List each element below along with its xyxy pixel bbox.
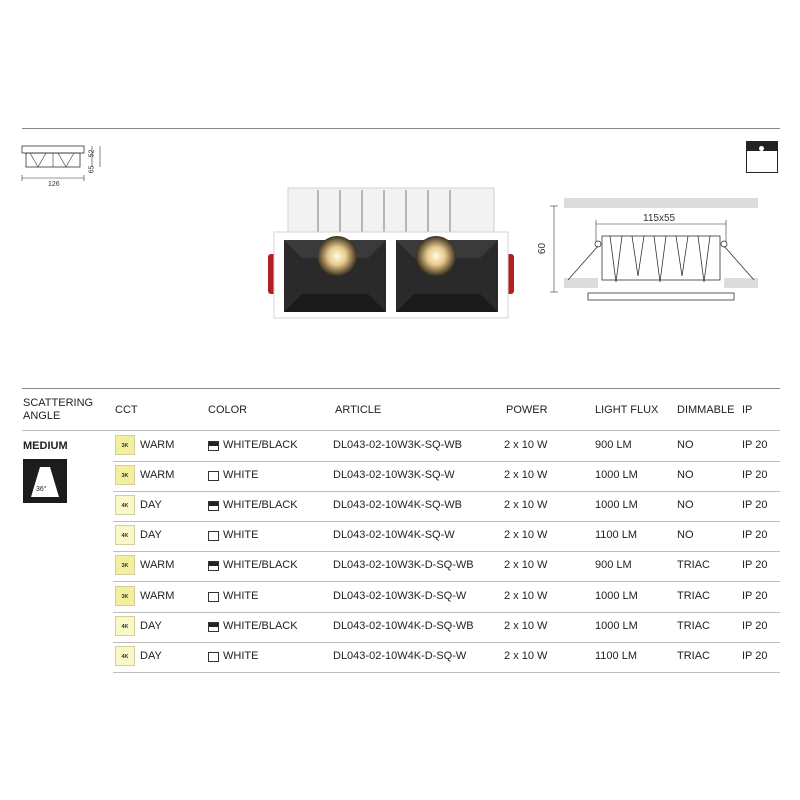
article-code: DL043-02-10W3K-D-SQ-WB [333,559,474,572]
article-code: DL043-02-10W3K-SQ-WB [333,439,462,451]
small-width-label: 126 [48,181,60,188]
ip-value: IP 20 [742,649,768,662]
color-value: WHITE [223,529,259,542]
scattering-angle-value: MEDIUM [23,440,68,452]
cct-name: DAY [140,499,162,512]
article-code: DL043-02-10W4K-SQ-WB [333,499,462,512]
dimmable-value: TRIAC [677,649,710,662]
cutout-size-label: 115x55 [643,213,676,224]
color-value: WHITE [223,649,259,662]
header-angle-line1: SCATTERING [23,397,94,409]
article-code: DL043-02-10W4K-D-SQ-WB [333,619,474,632]
table-row [113,461,780,492]
cct-badge: 3K [115,435,135,455]
header-ip: IP [742,404,753,416]
cct-badge: 4K [115,646,135,666]
cct-name: WARM [140,589,175,602]
power-value: 2 x 10 W [504,529,548,542]
power-value: 2 x 10 W [504,649,548,662]
table-row [113,582,780,613]
beam-angle-icon [23,459,67,503]
cct-badge: 4K [115,525,135,545]
color-swatch-icon [208,622,219,632]
color-value: WHITE/BLACK [223,499,298,512]
cct-name: WARM [140,559,175,572]
power-value: 2 x 10 W [504,619,548,632]
product-image [268,186,514,322]
header-angle-line2: ANGLE [23,410,61,422]
power-value: 2 x 10 W [504,469,548,482]
top-divider [22,128,780,129]
light-flux-value: 1000 LM [595,469,638,482]
ip-value: IP 20 [742,589,768,602]
header-color: COLOR [208,404,248,416]
dimmable-value: NO [677,469,694,482]
light-flux-value: 1000 LM [595,619,638,632]
dimmable-value: TRIAC [677,559,710,572]
light-flux-value: 900 LM [595,559,632,572]
color-value: WHITE/BLACK [223,619,298,632]
ip-value: IP 20 [742,499,768,512]
ip-value: IP 20 [742,469,768,482]
table-top-divider [22,388,780,389]
header-scattering-angle [23,397,93,423]
table-row [113,612,780,643]
cct-badge: 4K [115,495,135,515]
ip-value: IP 20 [742,559,768,572]
cct-badge: 3K [115,465,135,485]
color-value: WHITE [223,469,259,482]
color-value: WHITE [223,589,259,602]
light-flux-value: 1100 LM [595,649,637,662]
header-cct: CCT [115,404,138,416]
header-power: POWER [506,404,548,416]
light-flux-value: 900 LM [595,439,632,451]
cct-badge: 3K [115,586,135,606]
article-code: DL043-02-10W3K-SQ-W [333,469,455,482]
article-code: DL043-02-10W3K-D-SQ-W [333,589,467,602]
light-flux-value: 1000 LM [595,499,638,512]
ip-value: IP 20 [742,439,768,451]
header-light-flux: LIGHT FLUX [595,404,659,416]
color-swatch-icon [208,471,219,481]
table-row [113,642,780,673]
color-swatch-icon [208,531,219,541]
color-swatch-icon [208,592,219,602]
color-value: WHITE/BLACK [223,559,298,572]
table-row [113,521,780,552]
cct-name: WARM [140,469,175,482]
small-depth-label: 52 [88,149,96,158]
article-code: DL043-02-10W4K-SQ-W [333,529,455,542]
beam-angle-degrees: 36° [36,486,47,493]
ip-value: IP 20 [742,529,768,542]
recessed-square-icon [746,141,778,173]
cct-badge: 4K [115,616,135,636]
power-value: 2 x 10 W [504,559,548,572]
dimmable-value: TRIAC [677,619,710,632]
dimmable-value: NO [677,499,694,512]
header-article: ARTICLE [335,404,382,416]
dimmable-value: NO [677,439,694,451]
color-swatch-icon [208,441,219,451]
cct-name: DAY [140,619,162,632]
cct-name: WARM [140,439,175,451]
cct-name: DAY [140,529,162,542]
cct-name: DAY [140,649,162,662]
color-swatch-icon [208,652,219,662]
dimmable-value: TRIAC [677,589,710,602]
power-value: 2 x 10 W [504,439,548,451]
color-swatch-icon [208,561,219,571]
header-dimmable: DIMMABLE [677,404,735,416]
color-value: WHITE/BLACK [223,439,298,451]
ip-value: IP 20 [742,619,768,632]
light-flux-value: 1000 LM [595,589,638,602]
dimmable-value: NO [677,529,694,542]
table-row [113,551,780,582]
table-row [113,431,780,462]
power-value: 2 x 10 W [504,589,548,602]
small-height-label: 65 [88,165,96,174]
cct-badge: 3K [115,555,135,575]
power-value: 2 x 10 W [504,499,548,512]
color-swatch-icon [208,501,219,511]
table-row [113,491,780,522]
light-flux-value: 1100 LM [595,529,637,542]
cutout-height-label: 60 [537,242,549,255]
article-code: DL043-02-10W4K-D-SQ-W [333,649,467,662]
